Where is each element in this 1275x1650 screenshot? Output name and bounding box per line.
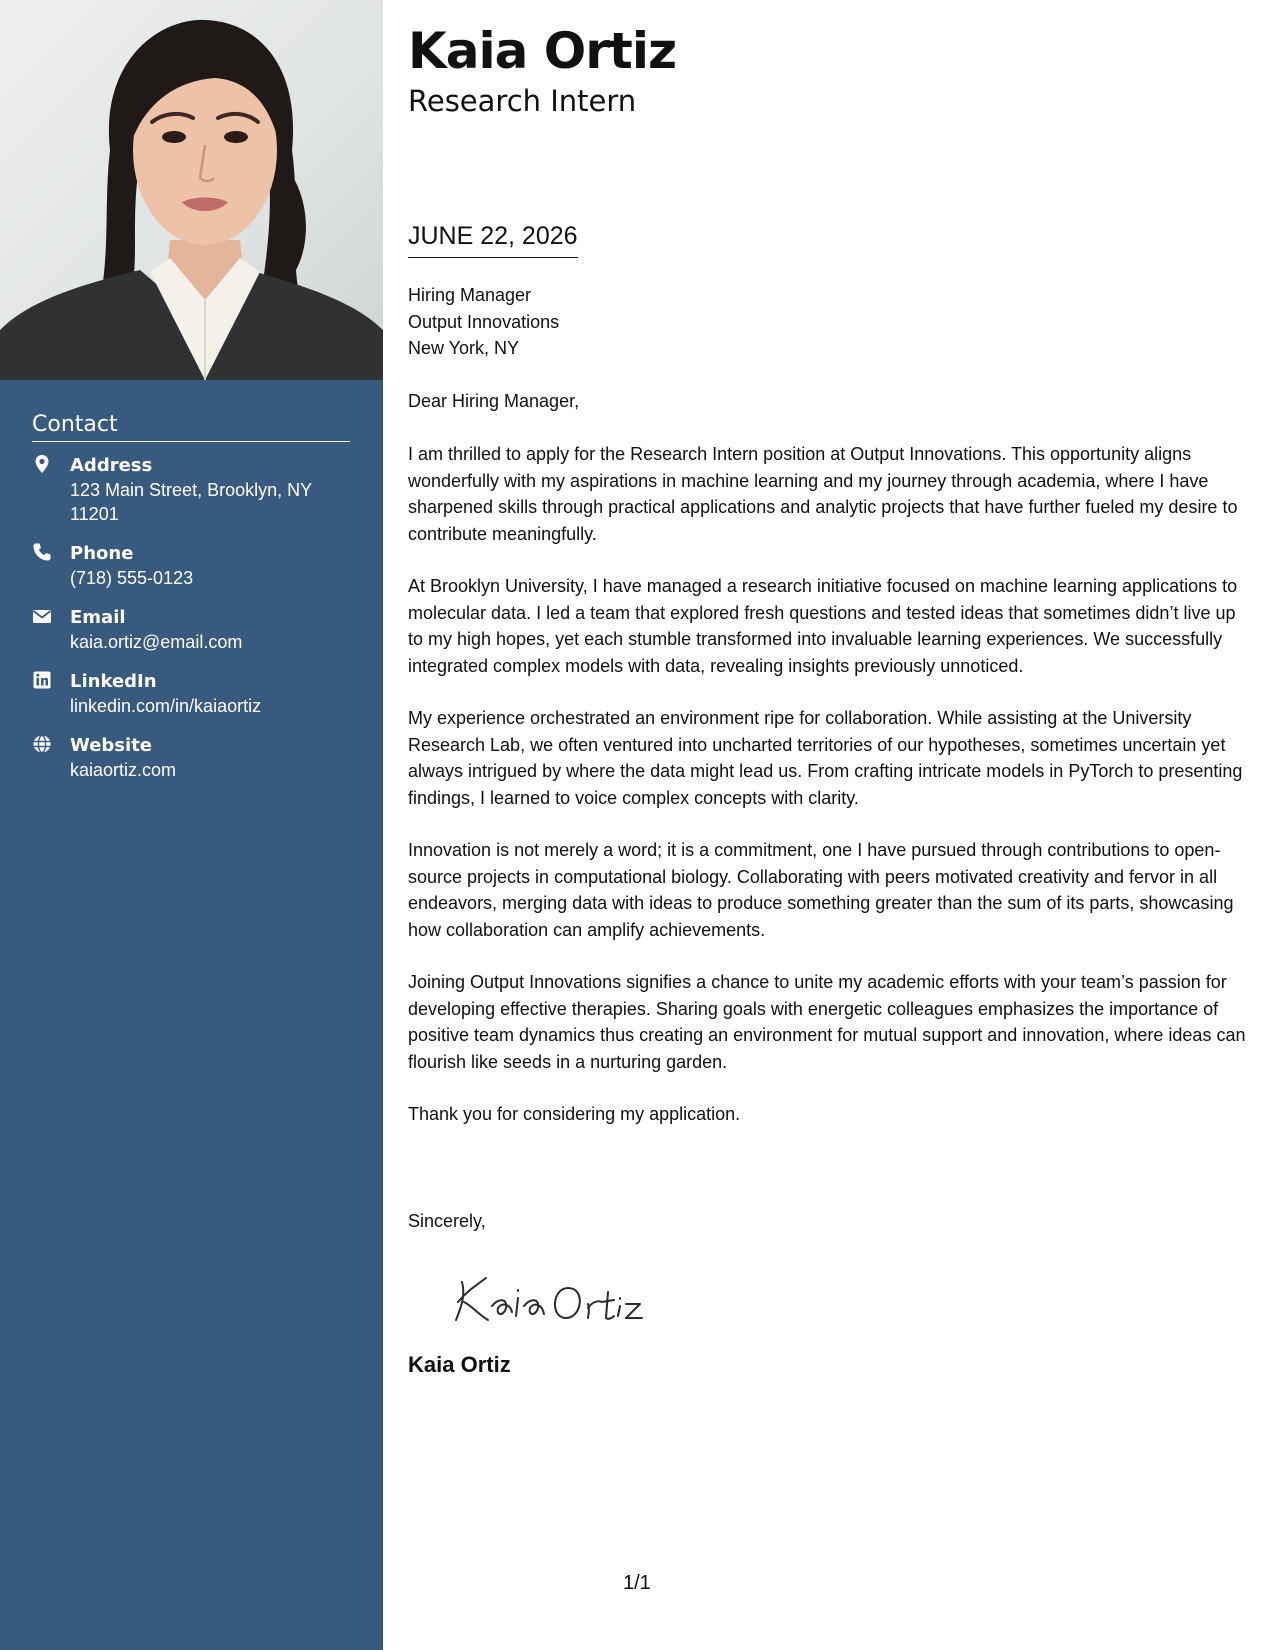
signed-name: Kaia Ortiz: [408, 1352, 511, 1377]
globe-icon: [32, 734, 56, 758]
linkedin-label: LinkedIn: [70, 671, 157, 692]
recipient-line: Output Innovations: [408, 311, 560, 332]
closing: Sincerely,: [408, 1211, 486, 1231]
recipient-block: [408, 282, 559, 362]
letter-date: JUNE 22, 2026: [408, 222, 578, 258]
recipient-line: New York, NY: [408, 338, 520, 358]
contact-section: [32, 412, 350, 798]
envelope-icon: [32, 606, 56, 630]
linkedin-icon: [32, 670, 56, 694]
body-paragraph: Thank you for considering my application.: [408, 1104, 741, 1124]
address-label: Address: [70, 455, 153, 476]
body-paragraph: My experience orchestrated an environment ripe for collaboration. While assisting at the University Research Lab, we often ventured into uncharted territories of our hypotheses, sometimes uncertain yet always intrigued by where the data might lead us. From crafting intricate models in PyTorch to presenting findings, I learned to voice complex concepts with clarity.: [408, 708, 1243, 808]
applicant-name: Kaia Ortiz: [408, 22, 677, 80]
portrait-illustration: [0, 0, 383, 380]
salutation: Dear Hiring Manager,: [408, 391, 580, 411]
website-label: Website: [70, 735, 153, 756]
body-paragraph: At Brooklyn University, I have managed a research initiative focused on machine learning applications to molecular data. I led a team that explored fresh questions and tested ideas that sometimes didn’t live up to my high hopes, yet each stumble transformed into invaluable learning experiences. We successfully integrated complex models with data, revealing insights previously unnoticed.: [408, 576, 1238, 676]
handwritten-signature: [448, 1262, 648, 1332]
contact-address: [32, 454, 350, 526]
contact-email: [32, 606, 350, 654]
phone-icon: [32, 542, 56, 566]
page-number: 1/1: [623, 1572, 651, 1594]
linkedin-value[interactable]: linkedin.com/in/kaiaortiz: [70, 696, 262, 716]
phone-label: Phone: [70, 543, 134, 564]
recipient-line: Hiring Manager: [408, 285, 532, 305]
profile-photo: [0, 0, 383, 380]
address-value: 123 Main Street, Brooklyn, NY 11201: [70, 480, 312, 524]
body-paragraph: Joining Output Innovations signifies a chance to unite my academic efforts with your team’s passion for developing effective therapies. Sharing goals with energetic colleagues emphasizes the importance of positive team dynamics thus creating an environment for mutual support and innovation, where ideas can flourish like seeds in a nurturing garden.: [408, 972, 1246, 1072]
website-value[interactable]: kaiaortiz.com: [70, 760, 177, 780]
body-paragraph: I am thrilled to apply for the Research Intern position at Output Innovations. This opportunity aligns wonderfully with my aspirations in machine learning and my journey through academia, where I have sharpened skills through practical applications and analytic projects that have further fueled my desire to contribute meaningfully.: [408, 444, 1238, 544]
email-value[interactable]: kaia.ortiz@email.com: [70, 632, 243, 652]
location-pin-icon: [32, 454, 56, 478]
phone-value[interactable]: (718) 555-0123: [70, 568, 194, 588]
contact-linkedin: [32, 670, 350, 718]
body-paragraph: Innovation is not merely a word; it is a commitment, one I have pursued through contributions to open-source projects in computational biology. Collaborating with peers motivated creativity and fervor in all endeavors, merging data with ideas to produce something greater than the sum of its parts, showcasing how collaboration can amplify achievements.: [408, 840, 1234, 940]
contact-website: [32, 734, 350, 782]
contact-phone: [32, 542, 350, 590]
email-label: Email: [70, 607, 126, 628]
contact-heading: Contact: [32, 412, 350, 442]
signature: [448, 1262, 648, 1337]
applicant-title: Research Intern: [408, 84, 637, 118]
letter-body: [408, 441, 1246, 1154]
sidebar: [0, 0, 383, 1650]
